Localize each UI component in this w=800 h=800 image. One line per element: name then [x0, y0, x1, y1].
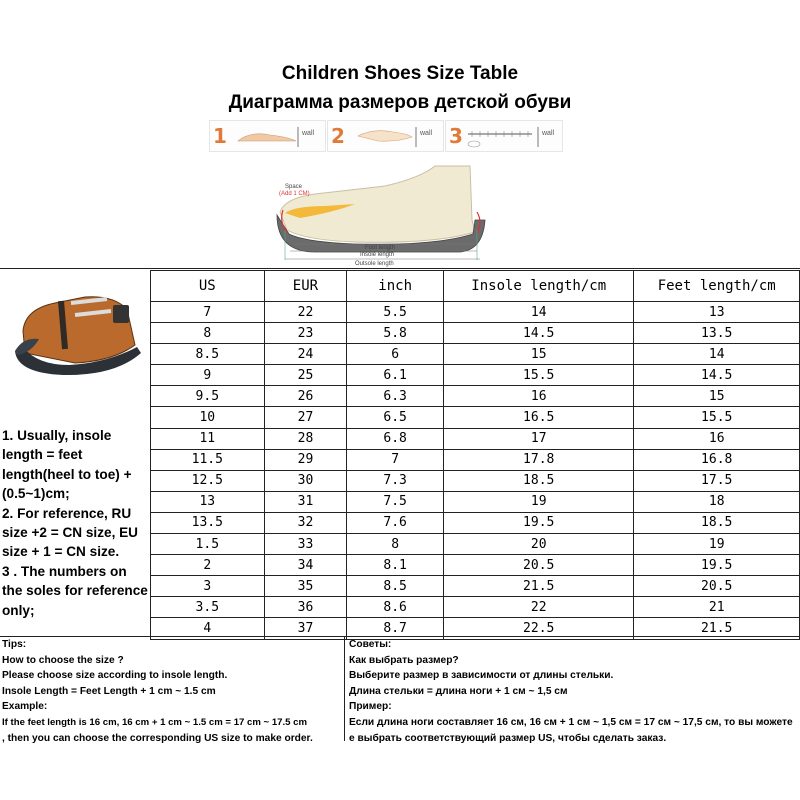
cell-insole: 16.5	[444, 407, 634, 428]
cell-feet: 13.5	[634, 323, 800, 344]
cell-us: 11.5	[151, 449, 265, 470]
tips-section	[0, 636, 800, 744]
cell-us: 7	[151, 302, 265, 323]
table-row	[151, 449, 800, 470]
cell-inch: 7.3	[347, 470, 444, 491]
top-rule	[0, 268, 800, 269]
cell-eur: 29	[264, 449, 347, 470]
table-row	[151, 597, 800, 618]
size-notes	[2, 426, 150, 620]
cell-insole: 20	[444, 534, 634, 555]
tips-ru-line: Как выбрать размер?	[349, 654, 459, 666]
cell-eur: 32	[264, 512, 347, 533]
cell-inch: 6.5	[347, 407, 444, 428]
cell-inch: 6.3	[347, 386, 444, 407]
cell-inch: 6.8	[347, 428, 444, 449]
note-1: 1. Usually, insole length = feet length(heel to toe) + (0.5~1)cm;	[2, 428, 132, 502]
cell-feet: 20.5	[634, 576, 800, 597]
cell-us: 13.5	[151, 512, 265, 533]
cell-us: 3.5	[151, 597, 265, 618]
cell-eur: 22	[264, 302, 347, 323]
space-label: Space	[285, 184, 303, 190]
cell-feet: 16	[634, 428, 800, 449]
wall-label: wall	[420, 130, 433, 137]
cell-insole: 17.8	[444, 449, 634, 470]
tips-ru-line: е выбрать соответствующий размер US, чтобы сделать заказ.	[349, 732, 667, 744]
cell-insole: 20.5	[444, 555, 634, 576]
cell-feet: 18	[634, 491, 800, 512]
tips-ru-line: Длина стельки = длина ноги + 1 см ~ 1,5 см	[349, 685, 568, 697]
header-us: US	[151, 271, 265, 302]
step-3-panel	[445, 120, 563, 152]
note-2: 2. For reference, RU size +2 = CN size, EU size + 1 = CN size.	[2, 505, 139, 560]
table-row	[151, 534, 800, 555]
wall-label: wall	[302, 130, 315, 137]
cell-inch: 6.1	[347, 365, 444, 386]
cell-eur: 34	[264, 555, 347, 576]
cell-feet: 15.5	[634, 407, 800, 428]
cell-eur: 31	[264, 491, 347, 512]
tips-en-line: , then you can choose the corresponding US size to make order.	[2, 732, 313, 744]
tips-ru-line: Пример:	[349, 701, 392, 713]
cell-eur: 25	[264, 365, 347, 386]
cell-inch: 6	[347, 344, 444, 365]
cell-insole: 16	[444, 386, 634, 407]
cell-us: 11	[151, 428, 265, 449]
cell-insole: 22	[444, 597, 634, 618]
tips-en-line: Insole Length = Feet Length + 1 cm ~ 1.5 cm	[2, 685, 216, 697]
cell-us: 8.5	[151, 344, 265, 365]
cell-inch: 5.8	[347, 323, 444, 344]
table-row	[151, 302, 800, 323]
cell-us: 9.5	[151, 386, 265, 407]
cell-us: 3	[151, 576, 265, 597]
cell-eur: 28	[264, 428, 347, 449]
header-insole-length: Insole length/cm	[444, 271, 634, 302]
tips-russian	[349, 637, 799, 746]
tips-ru-line: Если длина ноги составляет 16 см, 16 см + 1 см ~ 1,5 см = 17 см ~ 17,5 см, то вы можете	[349, 716, 793, 728]
cell-inch: 8	[347, 534, 444, 555]
foot-in-shoe-diagram	[205, 160, 585, 268]
cell-us: 13	[151, 491, 265, 512]
cell-us: 1.5	[151, 534, 265, 555]
cell-eur: 36	[264, 597, 347, 618]
cell-eur: 24	[264, 344, 347, 365]
wall-label: wall	[542, 130, 555, 137]
cell-feet: 18.5	[634, 512, 800, 533]
cell-us: 9	[151, 365, 265, 386]
table-row	[151, 323, 800, 344]
cell-insole: 14	[444, 302, 634, 323]
cell-inch: 7.6	[347, 512, 444, 533]
cell-us: 12.5	[151, 470, 265, 491]
tips-divider	[344, 637, 345, 741]
title-english: Children Shoes Size Table	[281, 63, 519, 84]
table-row	[151, 470, 800, 491]
outsole-length-label: Outsole length	[355, 261, 394, 267]
cell-insole: 21.5	[444, 576, 634, 597]
cell-feet: 15	[634, 386, 800, 407]
cell-insole: 17	[444, 428, 634, 449]
cell-insole: 22.5	[444, 618, 634, 639]
tips-ru-line: Выберите размер в зависимости от длины стельки.	[349, 670, 614, 682]
cell-inch: 8.5	[347, 576, 444, 597]
tips-en-line: Please choose size according to insole length.	[2, 670, 228, 682]
note-3: 3 . The numbers on the soles for reference only;	[2, 563, 148, 618]
step-number: 3	[449, 124, 463, 148]
tips-english	[2, 637, 342, 746]
measuring-steps	[209, 120, 561, 150]
table-row	[151, 428, 800, 449]
cell-feet: 19	[634, 534, 800, 555]
cell-eur: 35	[264, 576, 347, 597]
cell-us: 2	[151, 555, 265, 576]
cell-inch: 5.5	[347, 302, 444, 323]
shoe-image	[3, 281, 148, 381]
cell-feet: 19.5	[634, 555, 800, 576]
cell-inch: 8.1	[347, 555, 444, 576]
cell-inch: 7	[347, 449, 444, 470]
cell-insole: 19.5	[444, 512, 634, 533]
cell-eur: 27	[264, 407, 347, 428]
table-row	[151, 576, 800, 597]
cell-insole: 19	[444, 491, 634, 512]
tips-en-line: How to choose the size ?	[2, 654, 124, 666]
table-row	[151, 512, 800, 533]
header-inch: inch	[347, 271, 444, 302]
header-feet-length: Feet length/cm	[634, 271, 800, 302]
cell-feet: 14.5	[634, 365, 800, 386]
tips-en-line: If the feet length is 16 cm, 16 cm + 1 cm ~ 1.5 cm = 17 cm ~ 17.5 cm	[2, 716, 308, 728]
cell-us: 4	[151, 618, 265, 639]
step-number: 1	[213, 124, 227, 148]
table-row	[151, 365, 800, 386]
cell-inch: 8.7	[347, 618, 444, 639]
cell-inch: 8.6	[347, 597, 444, 618]
cell-eur: 30	[264, 470, 347, 491]
header-eur: EUR	[264, 271, 347, 302]
cell-insole: 15	[444, 344, 634, 365]
cell-feet: 21.5	[634, 618, 800, 639]
cell-insole: 14.5	[444, 323, 634, 344]
cell-feet: 21	[634, 597, 800, 618]
cell-feet: 16.8	[634, 449, 800, 470]
cell-feet: 17.5	[634, 470, 800, 491]
cell-us: 10	[151, 407, 265, 428]
cell-eur: 26	[264, 386, 347, 407]
cell-eur: 33	[264, 534, 347, 555]
cell-feet: 14	[634, 344, 800, 365]
size-table	[150, 270, 800, 640]
cell-feet: 13	[634, 302, 800, 323]
cell-eur: 23	[264, 323, 347, 344]
step-number: 2	[331, 124, 345, 148]
step-1-panel	[209, 120, 326, 152]
step-2-panel	[327, 120, 444, 152]
cell-insole: 18.5	[444, 470, 634, 491]
table-row	[151, 491, 800, 512]
tips-ru-line: Советы:	[349, 639, 392, 650]
title-russian: Диаграмма размеров детской обуви	[228, 92, 572, 113]
space-sub-label: (Add 1 CM)	[279, 191, 310, 197]
table-row	[151, 555, 800, 576]
tips-en-line: Tips:	[2, 639, 27, 650]
table-row	[151, 344, 800, 365]
foot-shape	[280, 166, 475, 242]
cell-us: 8	[151, 323, 265, 344]
tips-en-line: Example:	[2, 701, 48, 713]
table-row	[151, 407, 800, 428]
cell-insole: 15.5	[444, 365, 634, 386]
table-header-row	[151, 271, 800, 302]
insole-length-label: Insole length	[360, 252, 395, 258]
table-row	[151, 386, 800, 407]
cell-eur: 37	[264, 618, 347, 639]
foot-length-label: Foot length	[365, 245, 396, 251]
cell-inch: 7.5	[347, 491, 444, 512]
